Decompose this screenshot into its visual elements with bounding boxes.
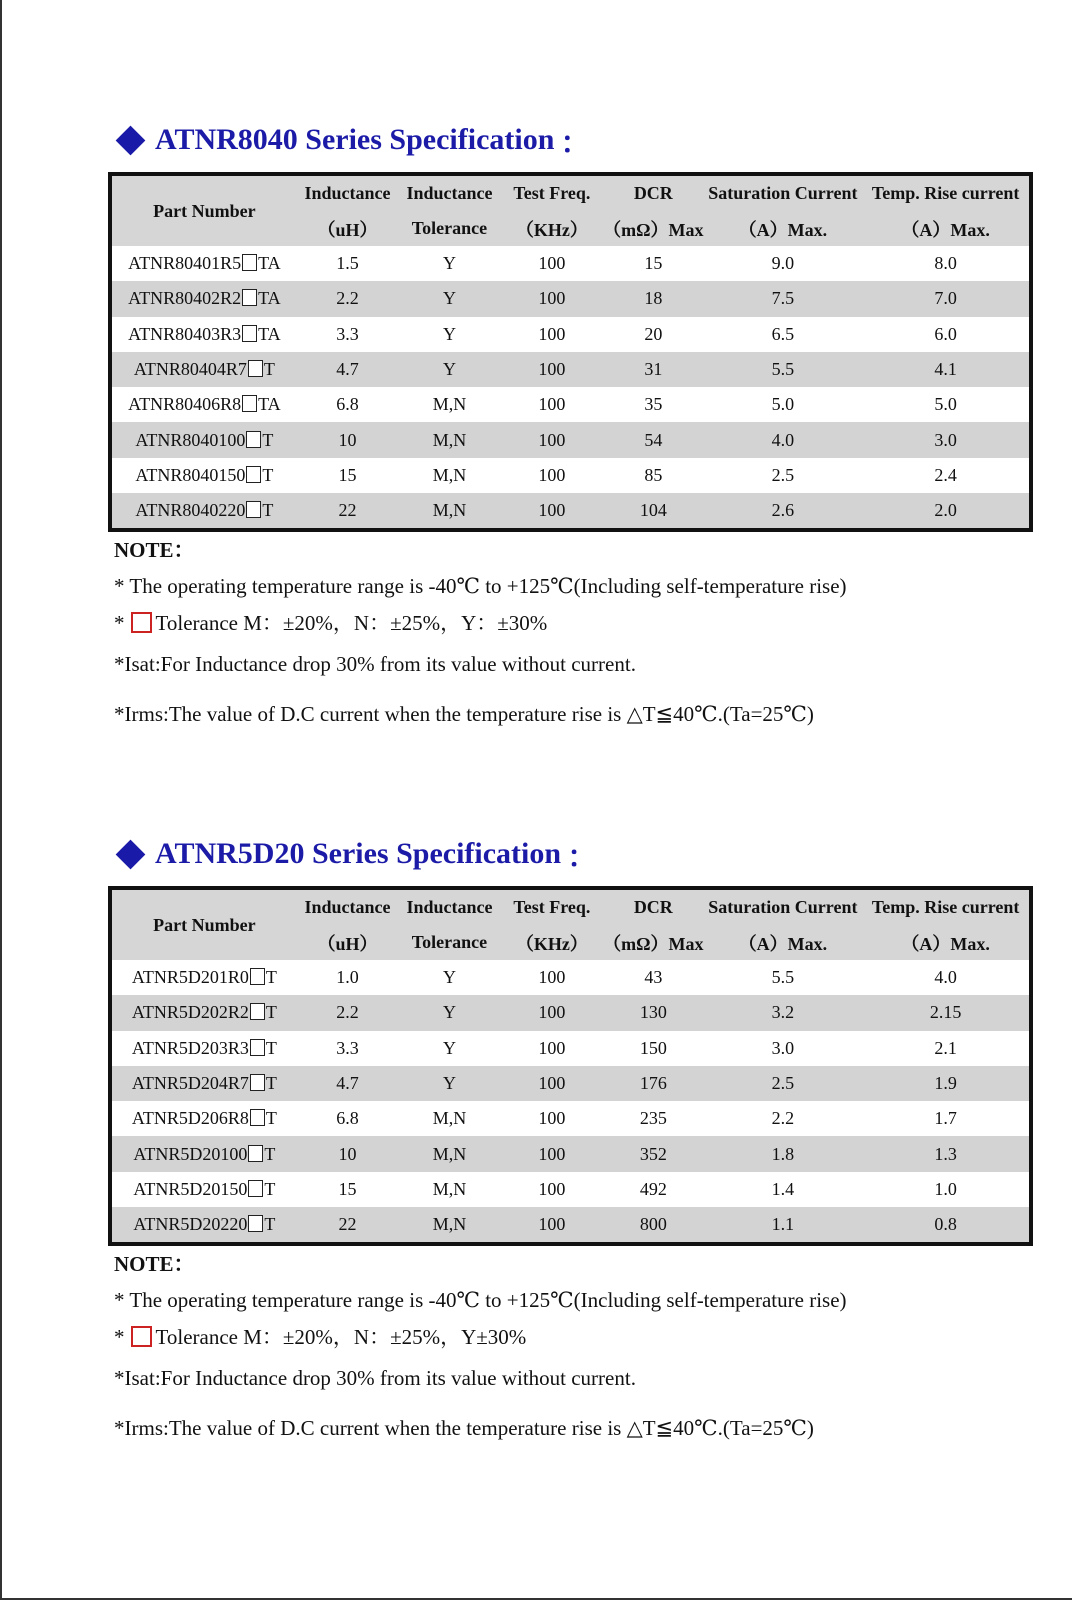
- inductance-cell: 15: [297, 1172, 398, 1207]
- inductance-cell: 3.3: [297, 317, 398, 352]
- header-unit-uh: （uH）: [297, 211, 398, 246]
- table-row: [110, 246, 1031, 281]
- inductance-cell: 2.2: [297, 995, 398, 1030]
- placeholder-box-icon: [246, 466, 261, 483]
- tolerance-cell: Y: [398, 352, 500, 387]
- note-isat: *Isat:For Inductance drop 30% from its value without current.: [114, 652, 636, 677]
- dcr-cell: 43: [603, 960, 703, 995]
- part-number-cell: ATNR5D20220 T: [110, 1207, 297, 1244]
- tolerance-cell: Y: [398, 317, 500, 352]
- notes-block: [114, 1254, 1033, 1442]
- part-number-cell: ATNR80404R7 T: [110, 352, 297, 387]
- table-row: [110, 458, 1031, 493]
- inductance-cell: 1.0: [297, 960, 398, 995]
- placeholder-box-icon: [248, 1180, 263, 1197]
- dcr-cell: 235: [603, 1101, 703, 1136]
- header-saturation-current: Saturation Current: [704, 174, 863, 211]
- header-tolerance: Tolerance: [398, 211, 500, 246]
- dcr-cell: 176: [603, 1066, 703, 1101]
- dcr-cell: 31: [603, 352, 703, 387]
- header-tolerance: Tolerance: [398, 925, 500, 960]
- header-inductance-tolerance: Inductance: [398, 174, 500, 211]
- inductance-cell: 22: [297, 493, 398, 530]
- tolerance-cell: M,N: [398, 1101, 500, 1136]
- header-part-number: Part Number: [110, 888, 297, 960]
- header-dcr: DCR: [603, 174, 703, 211]
- note-irms: *Irms:The value of D.C current when the temperature rise is △T≦40℃.(Ta=25℃): [114, 702, 814, 727]
- placeholder-box-icon: [246, 431, 261, 448]
- temp-rise-current-cell: 6.0: [862, 317, 1031, 352]
- placeholder-box-icon: [248, 1145, 263, 1162]
- saturation-current-cell: 2.2: [704, 1101, 863, 1136]
- test-freq-cell: 100: [501, 352, 603, 387]
- table-row: [110, 352, 1031, 387]
- table-row: [110, 1031, 1031, 1066]
- temp-rise-current-cell: 0.8: [862, 1207, 1031, 1244]
- test-freq-cell: 100: [501, 1172, 603, 1207]
- section-heading: [116, 832, 1033, 876]
- dcr-cell: 492: [603, 1172, 703, 1207]
- dcr-cell: 352: [603, 1136, 703, 1171]
- placeholder-box-icon: [250, 968, 265, 985]
- header-unit-a-sat: （A）Max.: [704, 211, 863, 246]
- note-tolerance: * Tolerance M：±20%，N：±25%，Y：±30%: [114, 611, 548, 636]
- note-isat: *Isat:For Inductance drop 30% from its value without current.: [114, 1366, 636, 1391]
- inductance-cell: 2.2: [297, 281, 398, 316]
- page-border-left: [0, 0, 2, 1600]
- note-tolerance: * Tolerance M：±20%，N：±25%，Y±30%: [114, 1325, 527, 1350]
- header-dcr: DCR: [603, 888, 703, 925]
- inductance-cell: 15: [297, 458, 398, 493]
- dcr-cell: 54: [603, 422, 703, 457]
- tolerance-cell: M,N: [398, 1136, 500, 1171]
- header-unit-a-rise: （A）Max.: [862, 211, 1031, 246]
- temp-rise-current-cell: 1.7: [862, 1101, 1031, 1136]
- part-number-cell: ATNR5D20150 T: [110, 1172, 297, 1207]
- tolerance-cell: M,N: [398, 1207, 500, 1244]
- saturation-current-cell: 7.5: [704, 281, 863, 316]
- note-irms: *Irms:The value of D.C current when the temperature rise is △T≦40℃.(Ta=25℃): [114, 1416, 814, 1441]
- part-number-cell: ATNR5D204R7 T: [110, 1066, 297, 1101]
- saturation-current-cell: 3.2: [704, 995, 863, 1030]
- tolerance-cell: M,N: [398, 458, 500, 493]
- test-freq-cell: 100: [501, 960, 603, 995]
- test-freq-cell: 100: [501, 387, 603, 422]
- inductance-cell: 10: [297, 422, 398, 457]
- note-title: NOTE：: [114, 1252, 195, 1277]
- tolerance-cell: Y: [398, 1066, 500, 1101]
- table-row: [110, 493, 1031, 530]
- test-freq-cell: 100: [501, 1207, 603, 1244]
- table-row: [110, 1066, 1031, 1101]
- inductance-cell: 10: [297, 1136, 398, 1171]
- saturation-current-cell: 2.5: [704, 1066, 863, 1101]
- part-number-cell: ATNR5D202R2 T: [110, 995, 297, 1030]
- part-number-cell: ATNR80406R8 TA: [110, 387, 297, 422]
- note-title: NOTE：: [114, 538, 195, 563]
- placeholder-box-icon: [242, 395, 257, 412]
- part-number-cell: ATNR8040100 T: [110, 422, 297, 457]
- section-title: ATNR8040 Series Specification: [155, 123, 555, 156]
- tolerance-cell: Y: [398, 1031, 500, 1066]
- temp-rise-current-cell: 5.0: [862, 387, 1031, 422]
- table-row: [110, 995, 1031, 1030]
- part-number-cell: ATNR5D203R3 T: [110, 1031, 297, 1066]
- temp-rise-current-cell: 8.0: [862, 246, 1031, 281]
- placeholder-box-icon: [250, 1039, 265, 1056]
- saturation-current-cell: 5.5: [704, 960, 863, 995]
- header-temp-rise-current: Temp. Rise current: [862, 888, 1031, 925]
- test-freq-cell: 100: [501, 458, 603, 493]
- section-title-colon: ：: [560, 127, 591, 160]
- saturation-current-cell: 2.6: [704, 493, 863, 530]
- inductance-cell: 3.3: [297, 1031, 398, 1066]
- test-freq-cell: 100: [501, 281, 603, 316]
- saturation-current-cell: 5.5: [704, 352, 863, 387]
- saturation-current-cell: 6.5: [704, 317, 863, 352]
- temp-rise-current-cell: 2.0: [862, 493, 1031, 530]
- note-temperature: * The operating temperature range is -40℃ to +125℃(Including self-temperature rise): [114, 1288, 847, 1313]
- dcr-cell: 104: [603, 493, 703, 530]
- diamond-bullet-icon: [116, 125, 146, 155]
- table-row: [110, 1172, 1031, 1207]
- tolerance-box-icon: [131, 1326, 152, 1347]
- placeholder-box-icon: [250, 1074, 265, 1091]
- table-row: [110, 317, 1031, 352]
- header-unit-a-sat: （A）Max.: [704, 925, 863, 960]
- temp-rise-current-cell: 7.0: [862, 281, 1031, 316]
- dcr-cell: 800: [603, 1207, 703, 1244]
- part-number-cell: ATNR80401R5 TA: [110, 246, 297, 281]
- header-unit-a-rise: （A）Max.: [862, 925, 1031, 960]
- temp-rise-current-cell: 1.9: [862, 1066, 1031, 1101]
- part-number-cell: ATNR8040150 T: [110, 458, 297, 493]
- placeholder-box-icon: [250, 1109, 265, 1126]
- spec-table: [108, 172, 1033, 532]
- temp-rise-current-cell: 2.1: [862, 1031, 1031, 1066]
- spec-section-atnr8040: [108, 118, 1033, 728]
- inductance-cell: 6.8: [297, 1101, 398, 1136]
- table-row: [110, 387, 1031, 422]
- placeholder-box-icon: [242, 289, 257, 306]
- placeholder-box-icon: [246, 501, 261, 518]
- header-test-freq: Test Freq.: [501, 888, 603, 925]
- header-unit-mohm: （mΩ）Max: [603, 211, 703, 246]
- saturation-current-cell: 1.1: [704, 1207, 863, 1244]
- header-unit-khz: （KHz）: [501, 925, 603, 960]
- dcr-cell: 85: [603, 458, 703, 493]
- temp-rise-current-cell: 4.0: [862, 960, 1031, 995]
- saturation-current-cell: 1.8: [704, 1136, 863, 1171]
- note-temperature: * The operating temperature range is -40℃ to +125℃(Including self-temperature rise): [114, 574, 847, 599]
- dcr-cell: 130: [603, 995, 703, 1030]
- header-part-number: Part Number: [110, 174, 297, 246]
- header-unit-uh: （uH）: [297, 925, 398, 960]
- placeholder-box-icon: [242, 325, 257, 342]
- test-freq-cell: 100: [501, 493, 603, 530]
- header-unit-mohm: （mΩ）Max: [603, 925, 703, 960]
- test-freq-cell: 100: [501, 317, 603, 352]
- tolerance-cell: Y: [398, 995, 500, 1030]
- table-row: [110, 281, 1031, 316]
- temp-rise-current-cell: 2.4: [862, 458, 1031, 493]
- header-inductance: Inductance: [297, 174, 398, 211]
- part-number-cell: ATNR5D20100 T: [110, 1136, 297, 1171]
- placeholder-box-icon: [248, 1215, 263, 1232]
- dcr-cell: 150: [603, 1031, 703, 1066]
- table-row: [110, 960, 1031, 995]
- header-inductance-tolerance: Inductance: [398, 888, 500, 925]
- table-row: [110, 1101, 1031, 1136]
- temp-rise-current-cell: 1.0: [862, 1172, 1031, 1207]
- dcr-cell: 20: [603, 317, 703, 352]
- table-row: [110, 1136, 1031, 1171]
- test-freq-cell: 100: [501, 1101, 603, 1136]
- test-freq-cell: 100: [501, 1136, 603, 1171]
- table-row: [110, 422, 1031, 457]
- dcr-cell: 15: [603, 246, 703, 281]
- notes-block: [114, 540, 1033, 728]
- section-title: ATNR5D20 Series Specification: [155, 837, 562, 870]
- saturation-current-cell: 4.0: [704, 422, 863, 457]
- header-unit-khz: （KHz）: [501, 211, 603, 246]
- saturation-current-cell: 9.0: [704, 246, 863, 281]
- inductance-cell: 4.7: [297, 352, 398, 387]
- table-row: [110, 1207, 1031, 1244]
- temp-rise-current-cell: 1.3: [862, 1136, 1031, 1171]
- inductance-cell: 22: [297, 1207, 398, 1244]
- saturation-current-cell: 1.4: [704, 1172, 863, 1207]
- part-number-cell: ATNR80402R2 TA: [110, 281, 297, 316]
- tolerance-cell: M,N: [398, 387, 500, 422]
- tolerance-cell: M,N: [398, 422, 500, 457]
- part-number-cell: ATNR80403R3 TA: [110, 317, 297, 352]
- diamond-bullet-icon: [116, 839, 146, 869]
- tolerance-cell: M,N: [398, 493, 500, 530]
- section-title-colon: ：: [567, 841, 598, 874]
- spec-table: [108, 886, 1033, 1246]
- test-freq-cell: 100: [501, 1066, 603, 1101]
- spec-section-atnr5d20: [108, 832, 1033, 1442]
- test-freq-cell: 100: [501, 422, 603, 457]
- test-freq-cell: 100: [501, 246, 603, 281]
- dcr-cell: 18: [603, 281, 703, 316]
- tolerance-box-icon: [131, 612, 152, 633]
- placeholder-box-icon: [242, 254, 257, 271]
- header-test-freq: Test Freq.: [501, 174, 603, 211]
- tolerance-cell: Y: [398, 281, 500, 316]
- tolerance-cell: Y: [398, 246, 500, 281]
- tolerance-cell: M,N: [398, 1172, 500, 1207]
- inductance-cell: 1.5: [297, 246, 398, 281]
- dcr-cell: 35: [603, 387, 703, 422]
- part-number-cell: ATNR8040220 T: [110, 493, 297, 530]
- inductance-cell: 6.8: [297, 387, 398, 422]
- part-number-cell: ATNR5D206R8 T: [110, 1101, 297, 1136]
- temp-rise-current-cell: 2.15: [862, 995, 1031, 1030]
- saturation-current-cell: 2.5: [704, 458, 863, 493]
- inductance-cell: 4.7: [297, 1066, 398, 1101]
- section-heading: [116, 118, 1033, 162]
- temp-rise-current-cell: 4.1: [862, 352, 1031, 387]
- header-saturation-current: Saturation Current: [704, 888, 863, 925]
- temp-rise-current-cell: 3.0: [862, 422, 1031, 457]
- saturation-current-cell: 3.0: [704, 1031, 863, 1066]
- saturation-current-cell: 5.0: [704, 387, 863, 422]
- header-inductance: Inductance: [297, 888, 398, 925]
- placeholder-box-icon: [250, 1003, 265, 1020]
- header-temp-rise-current: Temp. Rise current: [862, 174, 1031, 211]
- test-freq-cell: 100: [501, 1031, 603, 1066]
- test-freq-cell: 100: [501, 995, 603, 1030]
- part-number-cell: ATNR5D201R0 T: [110, 960, 297, 995]
- tolerance-cell: Y: [398, 960, 500, 995]
- placeholder-box-icon: [248, 360, 263, 377]
